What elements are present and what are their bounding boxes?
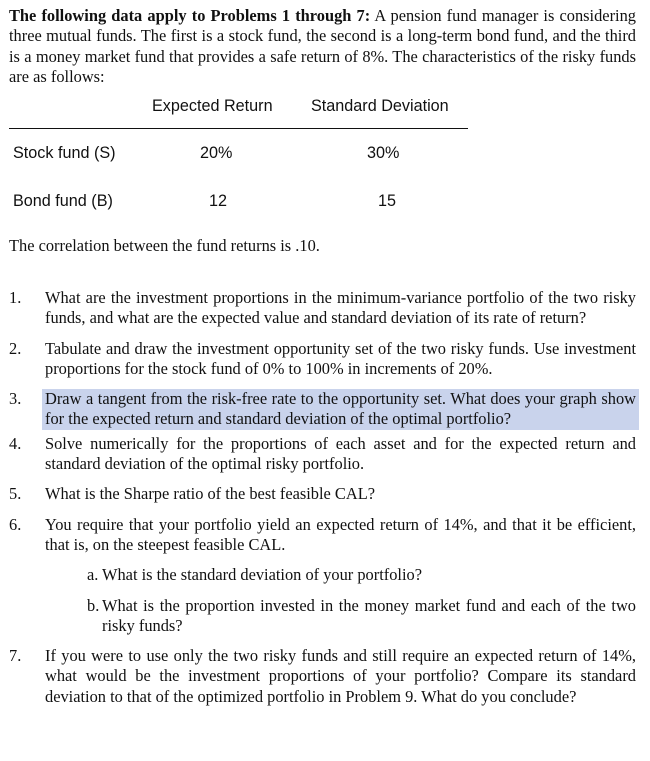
table-row-bond-name: Bond fund (B) — [13, 192, 113, 211]
problem-text: Draw a tangent from the risk-free rate to the opportunity set. What does your graph show for the expected return and standard deviation of the optimal portfolio? — [45, 389, 636, 429]
problem-item — [9, 484, 636, 504]
problem-list — [9, 288, 636, 707]
subproblem-item — [9, 596, 636, 637]
problem-item — [9, 339, 636, 380]
problem-number: 1. — [9, 288, 22, 307]
problem-number: 4. — [9, 433, 22, 453]
problem-text: Tabulate and draw the investment opportunity set of the two risky funds. Use investment proportions for the stock fund of 0% to 100% in increments of 20%. — [45, 338, 636, 378]
intro-paragraph — [9, 6, 636, 87]
text-selection-highlight[interactable] — [42, 389, 639, 430]
problem-number: 2. — [9, 338, 22, 358]
table-row-stock-sd: 30% — [367, 144, 400, 163]
problem-item-highlighted — [9, 389, 636, 430]
subproblem-text: What is the proportion invested in the money market fund and each of the two risky funds? — [102, 595, 636, 635]
subproblem-letter: b. — [87, 595, 100, 615]
document-page — [9, 6, 636, 706]
problem-text: What are the investment proportions in the minimum-variance portfolio of the two risky funds, and what are the expected value and standard deviation of its rate of return? — [45, 288, 636, 328]
table-row-bond-return: 12 — [209, 192, 228, 211]
problem-item — [9, 515, 636, 556]
table-row-stock-return: 20% — [200, 144, 233, 163]
problem-number: 3. — [9, 389, 22, 409]
header-standard-deviation: Standard Deviation — [311, 97, 449, 116]
problem-number: 5. — [9, 484, 22, 504]
subproblem-letter: a. — [87, 565, 99, 585]
subproblem-text: What is the standard deviation of your portfolio? — [102, 565, 422, 585]
header-expected-return: Expected Return — [152, 97, 273, 116]
problem-item — [9, 646, 636, 707]
table-header-rule — [9, 128, 468, 129]
table-row-stock-name: Stock fund (S) — [13, 144, 116, 163]
subproblem-item — [9, 565, 636, 585]
intro-text: A pension fund manager is considering three mutual funds. The first is a stock fund, the second is a long-term bond fund, and the third is a money market fund that provides a safe return of 8%. The characteristics of the risky funds are as follows: — [9, 6, 636, 86]
problem-number: 7. — [9, 646, 22, 666]
problem-text: If you were to use only the two risky funds and still require an expected return of 14%, what would be the investment proportions of your portfolio? Compare its standard deviation to that of the optimized portfolio in Problem 9. What do you conclude? — [45, 646, 636, 706]
problem-number: 6. — [9, 514, 22, 534]
problem-text: You require that your portfolio yield an expected return of 14%, and that it be efficient, that is, on the steepest feasible CAL. — [45, 514, 636, 554]
problem-item — [9, 434, 636, 475]
table-row-bond-sd: 15 — [378, 192, 397, 211]
correlation-statement: The correlation between the fund returns is .10. — [9, 236, 320, 255]
problem-text: Solve numerically for the proportions of each asset and for the expected return and standard deviation of the optimal risky portfolio. — [45, 433, 636, 474]
problem-item — [9, 288, 636, 329]
problem-text: What is the Sharpe ratio of the best feasible CAL? — [45, 484, 375, 504]
fund-characteristics-table — [9, 97, 636, 243]
intro-bold-lead: The following data apply to Problems 1 through 7: — [9, 6, 371, 25]
